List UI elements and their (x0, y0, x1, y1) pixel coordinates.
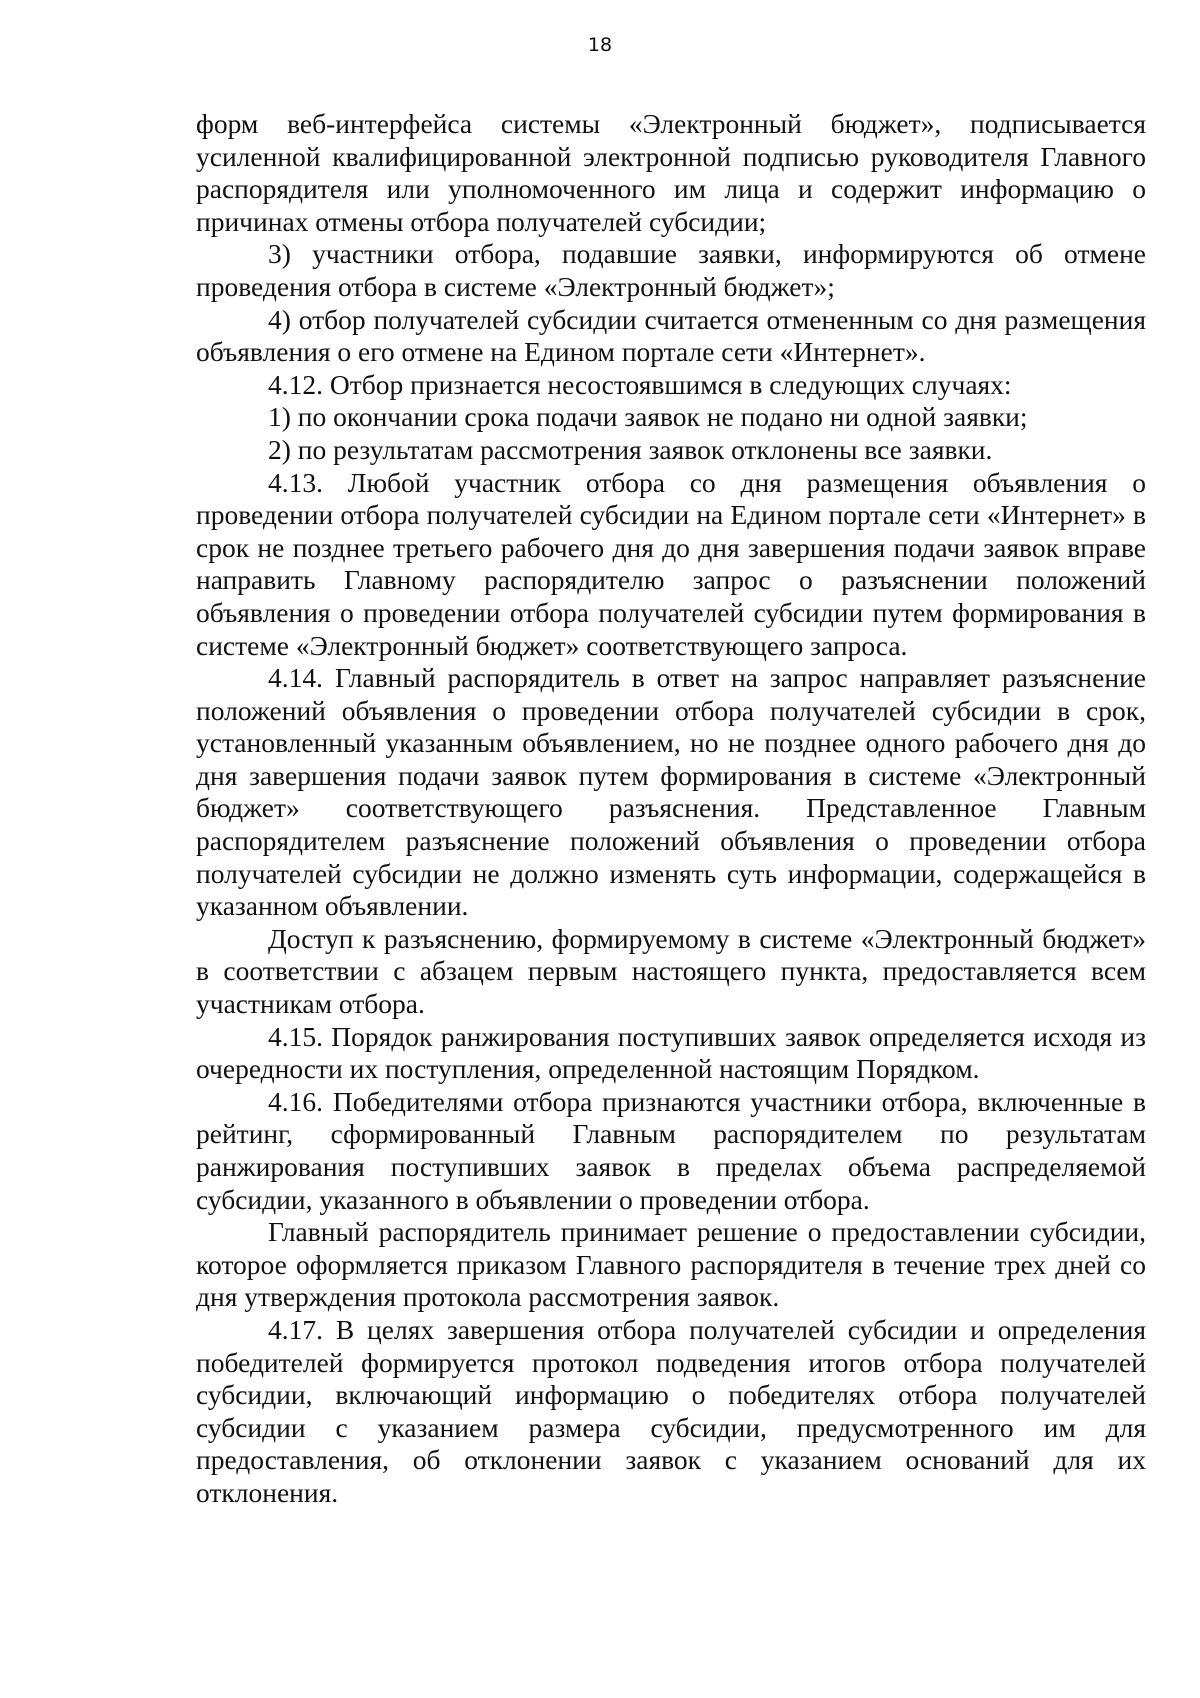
paragraph: 4) отбор получателей субсидии считается отмененным со дня размещения объявления о его отмене на Едином портале сети «Интернет». (196, 303, 1146, 368)
paragraph: 4.16. Победителями отбора признаются участники отбора, включенные в рейтинг, сформированный Главным распорядителем по результатам ранжирования поступивших заявок в пределах объема распределяемой субсидии, указанного в объявлении о проведении отбора. (196, 1085, 1146, 1215)
document-body (196, 108, 1146, 1510)
paragraph: форм веб-интерфейса системы «Электронный бюджет», подписывается усиленной квалифицированной электронной подписью руководителя Главного распорядителя или уполномоченного им лица и содержит информацию о причинах отмены отбора получателей субсидии; (196, 108, 1146, 237)
paragraph: 4.14. Главный распорядитель в ответ на запрос направляет разъяснение положений объявления о проведении отбора получателей субсидии в срок, установленный указанным объявлением, но не позднее одного рабочего дня до дня завершения подачи заявок путем формирования в системе «Электронный бюджет» соответствующего разъяснения. Представленное Главным распорядителем разъяснение положений объявления о проведении отбора получателей субсидии не должно изменять суть информации, содержащейся в указанном объявлении. (196, 662, 1146, 922)
paragraph: Доступ к разъяснению, формируемому в системе «Электронный бюджет» в соответствии с абзацем первым настоящего пункта, предоставляется всем участникам отбора. (196, 922, 1146, 1020)
paragraph: 3) участники отбора, подавшие заявки, информируются об отмене проведения отбора в системе «Электронный бюджет»; (196, 238, 1146, 302)
paragraph: Главный распорядитель принимает решение о предоставлении субсидии, которое оформляется приказом Главного распорядителя в течение трех дней со дня утверждения протокола рассмотрения заявок. (196, 1216, 1146, 1313)
paragraph: 4.13. Любой участник отбора со дня размещения объявления о проведении отбора получателей субсидии на Едином портале сети «Интернет» в срок не позднее третьего рабочего дня до дня завершения подачи заявок вправе направить Главному распорядителю запрос о разъяснении положений объявления о проведении отбора получателей субсидии путем формирования в системе «Электронный бюджет» соответствующего запроса. (196, 466, 1146, 661)
paragraph: 4.15. Порядок ранжирования поступивших заявок определяется исходя из очередности их поступления, определенной настоящим Порядком. (196, 1020, 1146, 1085)
paragraph: 4.17. В целях завершения отбора получателей субсидии и определения победителей формируется протокол подведения итогов отбора получателей субсидии, включающий информацию о победителях отбора получателей субсидии с указанием размера субсидии, предусмотренного им для предоставления, об отклонении заявок с указанием оснований для их отклонения. (196, 1313, 1146, 1508)
paragraph: 2) по результатам рассмотрения заявок отклонены все заявки. (268, 433, 993, 465)
paragraph: 1) по окончании срока подачи заявок не подано ни одной заявки; (268, 401, 1028, 433)
paragraph: 4.12. Отбор признается несостоявшимся в следующих случаях: (268, 368, 1012, 400)
page-number: 18 (587, 34, 613, 56)
